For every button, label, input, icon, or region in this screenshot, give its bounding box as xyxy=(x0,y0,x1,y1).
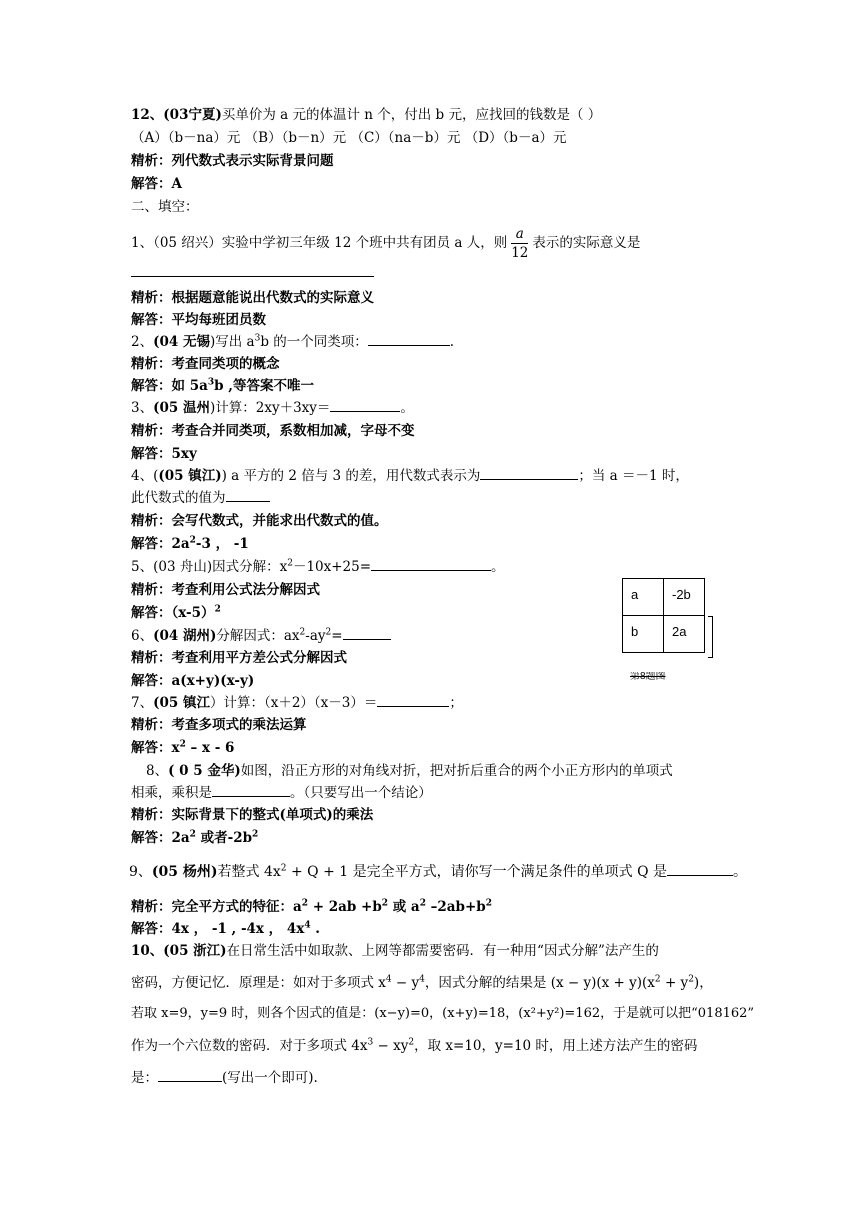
f1-fraction-numerator: a xyxy=(511,225,528,244)
f10-line4-b: − xy xyxy=(373,1038,409,1054)
f9-stem-line xyxy=(129,862,747,882)
f6-sup-1: 2 xyxy=(299,627,306,638)
f2-sup: 3 xyxy=(254,333,261,344)
q12-source: (03宁夏) xyxy=(163,107,222,123)
f2-stem-b: b 的一个同类项： xyxy=(260,334,368,350)
f6-answer-blank xyxy=(343,627,391,640)
f10-answer-blank xyxy=(158,1069,222,1082)
f2-answer xyxy=(131,376,314,396)
figure-bracket xyxy=(708,616,713,658)
f5-answer-a: 解答：（x-5） xyxy=(131,605,215,621)
f8-answer xyxy=(131,828,258,848)
f4-number: 4、( xyxy=(131,468,159,484)
f8-stem: 如图，沿正方形的对角线对折，把对折后重合的两个小正方形内的单项式 xyxy=(240,763,673,779)
f1-answer-blank xyxy=(131,276,374,277)
f10-line4-a: 作为一个六位数的密码．对于多项式 4x xyxy=(131,1038,368,1054)
f10-line4-sup-2: 2 xyxy=(408,1037,415,1048)
f3-stem: )计算：2xy＋3xy＝ xyxy=(209,400,331,416)
f10-line2-sup-1: 4 xyxy=(385,974,392,985)
f9-analysis-sup-1: 2 xyxy=(301,898,309,909)
figure-cell-bottom-left: b xyxy=(622,615,664,653)
f2-stem-a: )写出 a xyxy=(209,334,255,350)
f3-end: 。 xyxy=(400,400,414,416)
f5-stem-line xyxy=(131,557,505,577)
f9-sup: 2 xyxy=(280,863,287,874)
f2-answer-a: 解答：如 5a xyxy=(131,378,208,394)
f1-stem-line xyxy=(131,225,640,262)
f9-answer-a: 解答：4x ， -1 , -4x ， 4x xyxy=(131,921,305,937)
f9-analysis-sup-4: 2 xyxy=(485,898,492,909)
f9-stem-a: 若整式 4x xyxy=(217,864,281,880)
f7-answer xyxy=(131,738,234,758)
f4-source: (05 镇江) xyxy=(158,468,222,484)
f9-answer-blank xyxy=(667,863,733,876)
f10-source: (05 浙江) xyxy=(163,943,227,959)
section-fill-in-heading: 二、填空： xyxy=(131,199,199,215)
f9-answer-sup: 4 xyxy=(304,920,311,931)
f9-analysis-sup-2: 2 xyxy=(381,898,389,909)
f5-answer-blank xyxy=(371,558,491,571)
f3-stem-line xyxy=(131,398,414,418)
f7-stem-line xyxy=(131,693,463,713)
f10-line-1 xyxy=(131,941,659,961)
f1-analysis: 精析：根据题意能说出代数式的实际意义 xyxy=(131,290,374,306)
f8-answer-sup-1: 2 xyxy=(189,829,196,840)
f9-stem-b: + Q + 1 是完全平方式，请你写一个满足条件的单项式 Q 是 xyxy=(286,864,668,880)
f3-analysis: 精析：考查合并同类项，系数相加减，字母不变 xyxy=(131,423,415,439)
f4-stem-line-2 xyxy=(131,488,270,508)
f1-fraction xyxy=(511,225,528,262)
f7-answer-a: 解答：x xyxy=(131,740,180,756)
f3-number: 3、 xyxy=(131,400,154,416)
f9-analysis-a: 精析：完全平方式的特征：a xyxy=(131,899,302,915)
f4-answer-blank-2 xyxy=(226,489,270,502)
f1-stem-pre: 1、（05 绍兴）实验中学初三年级 12 个班中共有团员 a 人，则 xyxy=(131,235,508,251)
f8-analysis: 精析：实际背景下的整式(单项式)的乘法 xyxy=(131,807,374,823)
f9-analysis-c: 或 a xyxy=(388,899,420,915)
f8-answer-blank xyxy=(212,784,290,797)
f6-stem-a: 分解因式：ax xyxy=(216,628,300,644)
f9-answer xyxy=(131,919,320,939)
f1-stem-post: 表示的实际意义是 xyxy=(532,235,641,251)
figure-cell-top-right: -2b xyxy=(663,578,705,616)
q12-stem: 买单价为 a 元的体温计 n 个，付出 b 元，应找回的钱数是（ ） xyxy=(221,107,602,123)
f8-answer-sup-2: 2 xyxy=(252,829,259,840)
f9-analysis-d: –2ab+b xyxy=(425,899,486,915)
f2-analysis: 精析：考查同类项的概念 xyxy=(131,356,280,372)
f6-stem-line xyxy=(131,626,391,646)
f4-answer xyxy=(131,534,249,554)
f5-end: 。 xyxy=(491,559,505,575)
f4-stem-line xyxy=(131,466,689,486)
f9-source: (05 杨州) xyxy=(151,864,218,880)
f2-answer-sup: 3 xyxy=(207,377,215,388)
f10-line-5 xyxy=(131,1068,318,1088)
f8-answer-a: 解答：2a xyxy=(131,830,190,846)
f4-answer-blank-1 xyxy=(480,467,578,480)
f10-line2-sup-2: 4 xyxy=(419,974,425,985)
f9-number: 9、 xyxy=(129,864,152,880)
f10-line5-b: (写出一个即可). xyxy=(222,1070,318,1086)
f7-number: 7、 xyxy=(131,695,154,711)
f10-line5-a: 是： xyxy=(131,1070,158,1086)
f10-line2-b: − y xyxy=(391,975,420,991)
f4-stem-c: 此代数式的值为 xyxy=(131,490,226,506)
f8-stem-line-2 xyxy=(131,783,432,803)
f2-source: (04 无锡 xyxy=(153,334,210,350)
f10-line2-c: ，因式分解的结果是 (x − y)(x + y)(x xyxy=(424,975,655,991)
q12-options: （A）（b－na）元 （B）（b－n）元 （C）（na－b）元 （D）（b－a）元 xyxy=(131,130,567,146)
f4-answer-a: 解答：2a xyxy=(131,536,190,552)
f6-stem-c: = xyxy=(331,628,343,644)
q12-stem-line xyxy=(131,105,601,125)
f10-line4-sup-1: 3 xyxy=(367,1037,374,1048)
f2-end: . xyxy=(449,334,455,350)
f3-source: (05 温州 xyxy=(153,400,210,416)
f7-analysis: 精析：考查多项式的乘法运算 xyxy=(131,717,307,733)
f10-line1-text: 在日常生活中如取款、上网等都需要密码．有一种用“因式分解”法产生的 xyxy=(226,943,659,959)
f5-answer xyxy=(131,603,221,623)
f7-answer-blank xyxy=(377,694,449,707)
f5-analysis: 精析：考查利用公式法分解因式 xyxy=(131,582,320,598)
f10-line2-d: + y xyxy=(660,975,689,991)
f6-source: (04 湖州) xyxy=(153,628,217,644)
f9-answer-b: . xyxy=(310,921,320,937)
f9-end: 。 xyxy=(733,864,748,880)
f10-number: 10、 xyxy=(131,943,164,959)
f7-source: (05 镇江 xyxy=(153,695,210,711)
figure-caption: 第8题图 xyxy=(630,672,666,682)
f6-sup-2: 2 xyxy=(325,627,332,638)
f8-answer-b: 或者-2b xyxy=(195,830,253,846)
f7-end: ； xyxy=(449,695,463,711)
figure-cell-top-left: a xyxy=(622,578,664,616)
q12-analysis: 精析：列代数式表示实际背景问题 xyxy=(131,153,334,169)
f2-stem-line xyxy=(131,332,454,352)
f6-answer: 解答：a(x+y)(x-y) xyxy=(131,673,255,689)
f7-answer-sup: 2 xyxy=(179,739,186,750)
f10-line2-e: )， xyxy=(693,975,713,991)
figure-cell-bottom-right: 2a xyxy=(663,615,705,653)
f2-answer-blank xyxy=(368,333,450,346)
f4-analysis: 精析：会写代数式，并能求出代数式的值。 xyxy=(131,513,388,529)
f4-answer-b: -3 ， -1 xyxy=(195,536,249,552)
f2-number: 2、 xyxy=(131,334,154,350)
f8-stem2-a: 相乘，乘积是 xyxy=(131,785,212,801)
f8-source: ( 0 5 金华) xyxy=(168,763,241,779)
f1-fraction-denominator: 12 xyxy=(511,245,529,261)
f9-analysis-sup-3: 2 xyxy=(419,898,426,909)
f2-answer-b: b ,等答案不唯一 xyxy=(214,378,314,394)
f4-stem-a: ) a 平方的 2 倍与 3 的差，用代数式表示为 xyxy=(221,468,481,484)
f9-analysis xyxy=(131,897,492,917)
f3-answer-blank xyxy=(330,399,400,412)
f6-analysis: 精析：考查利用平方差公式分解因式 xyxy=(131,650,347,666)
f10-line2-a: 密码，方便记忆．原理是：如对于多项式 x xyxy=(131,975,386,991)
f3-answer: 解答：5xy xyxy=(131,446,197,462)
f10-line-2 xyxy=(131,973,713,993)
f7-stem: ）计算：（x＋2）（x－3）＝ xyxy=(209,695,378,711)
f8-stem2-b: 。（只要写出一个结论） xyxy=(290,785,432,801)
f10-line-3: 若取 x=9，y=9 时，则各个因式的值是：(x−y)=0，(x+y)=18，(x²+y²)=162，于是就可以把“018162” xyxy=(131,1006,755,1021)
f10-line2-sup-3: 2 xyxy=(654,974,661,985)
square-fold-figure xyxy=(622,578,712,690)
q12-number: 12、 xyxy=(131,107,164,123)
f5-stem-a: 5、(03 舟山)因式分解：x xyxy=(131,559,288,575)
f10-line4-c: ，取 x=10，y=10 时，用上述方法产生的密码 xyxy=(414,1038,698,1054)
q12-answer: 解答：A xyxy=(131,176,182,192)
f10-line-4 xyxy=(131,1036,697,1056)
f1-answer: 解答：平均每班团员数 xyxy=(131,312,266,328)
f8-number: 8、 xyxy=(146,763,169,779)
f6-number: 6、 xyxy=(131,628,154,644)
f5-sup: 2 xyxy=(287,558,293,569)
f5-stem-b: －10x+25= xyxy=(292,559,372,575)
f10-line2-sup-4: 2 xyxy=(688,974,694,985)
f4-stem-b: ；当 a ＝－1 时， xyxy=(578,468,689,484)
f8-stem-line xyxy=(146,761,673,781)
f6-stem-b: -ay xyxy=(305,628,326,644)
f9-analysis-b: + 2ab +b xyxy=(308,899,382,915)
f4-answer-sup: 2 xyxy=(189,535,196,546)
f7-answer-b: – x - 6 xyxy=(185,740,235,756)
f5-answer-sup: 2 xyxy=(214,604,221,615)
